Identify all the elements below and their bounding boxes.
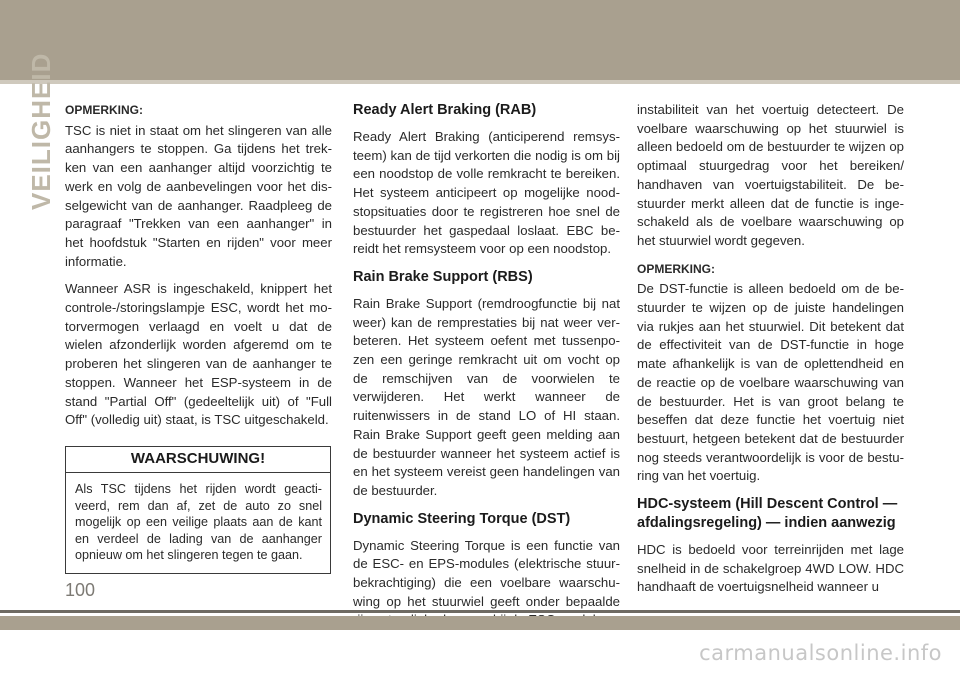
note-text: TSC is niet in staat om het slingeren van alle aanhangers te stoppen. Ga tijdens het trekken van een aanhanger altijd voorzichtig te werk en volg de aanbevelingen voor het disselgewicht van de aanhanger. Raadpleeg de paragraaf "Trekken van een aanhanger" in het hoofdstuk "Starten en rijden" voor meer informatie. [65,122,332,269]
warning-text: Als TSC tijdens het rijden wordt geactiveerd, rem dan af, zet de auto zo snel mogelijk op een veilige plaats aan de kant en verdeel de lading van de aanhanger opnieuw om het slingeren tegen te gaan. [75,481,322,563]
footer-band [0,616,960,630]
header-band [0,0,960,80]
note-label: OPMERKING: [637,261,715,276]
hdc-heading: HDC-systeem (Hill Descent Control — afdalingsregeling) — indien aanwezig [637,496,898,532]
note-label: OPMERKING: [65,103,143,117]
page-number: 100 [65,580,96,600]
dst-continued-text: instabiliteit van het voertuig detecteert. De voelbare waarschuwing op het stuurwiel is alleen bedoeld om de bestuurder te wijzen op optimaal stuurgedrag voor het bereiken/ handhaven van voertuigstabiliteit. De bestuurder merkt alleen dat de functie is ingeschakeld als de voelbare waarschuwing op het stuurwiel wordt gegeven. [637,102,904,248]
watermark: carmanualsonline.info [699,641,942,665]
column-middle [353,101,620,639]
warning-box [65,446,331,574]
dst-text: Dynamic Steering Torque is een functie van de ESC- en EPS-modules (elektrische stuurbekrachtiging) die een voelbare waarschuwing op het stuurwiel geeft onder bepaalde [353,537,620,609]
note-text: De DST-functie is alleen bedoeld om de bestuurder te wijzen op de juiste handelingen via rukjes aan het stuurwiel. Dit betekent dat de effectiviteit van de DST-functie in hoge mate afhankelijk is van de oplettendheid en de reactie op de voelbare waarschuwing van de bestuurder. Het is van groot belang te beseffen dat deze functie het voertuig niet bestuurt, hetgeen betekent dat de bestuurder nog steeds verantwoordelijk is voor de besturing van het voertuig. [637,281,904,484]
header-band-shadow [0,80,960,84]
rbs-text: Rain Brake Support (remdroogfunctie bij nat weer) kan de remprestaties bij nat weer verbeteren. Het systeem oefent met tussenpozen een geringe remkracht uit om vocht op de remschijven van de voorwielen te verwijderen. Het werkt wanneer de ruitenwissers in de stand LO of HI staan. Rain Brake Support geeft geen melding aan de bestuurder wanneer het systeem actief is en het systeem vereist geen handelingen van de bestuurder. [353,295,620,498]
asr-paragraph: Wanneer ASR is ingeschakeld, knippert het controle-/storingslampje ESC, wordt het motorvermogen verlaagd en voelt u dat de wielen afzonderlijk worden afgeremd om te proberen het slingeren van de aanhanger te stoppen. Wanneer het ESP-systeem in de stand "Partial Off" (gedeeltelijk uit) of "Full Off" (volledig uit) staat, is TSC uitgeschakeld. [65,281,332,428]
rab-heading: Ready Alert Braking (RAB) [353,102,537,118]
footer-line [0,610,960,613]
rbs-heading: Rain Brake Support (RBS) [353,268,533,285]
section-side-tab: VEILIGHEID [26,52,56,210]
column-left [65,101,332,574]
column-right [637,101,904,606]
hdc-text: HDC is bedoeld voor terreinrijden met lage snelheid in de schakelgroep 4WD LOW. HDC handhaaft de voertuigsnelheid wanneer u [637,542,904,595]
warning-title: WAARSCHUWING! [66,447,330,473]
dst-heading: Dynamic Steering Torque (DST) [353,510,571,527]
rab-text: Ready Alert Braking (anticiperend remsysteem) kan de tijd verkorten die nodig is om bij een noodstop de volle remkracht te bereiken. Het systeem anticipeert op mogelijke noodstopsituaties door te registreren hoe snel de bestuurder het gaspedaal loslaat. EBC bereidt het remsysteem voor op een noodstop. [353,129,620,257]
